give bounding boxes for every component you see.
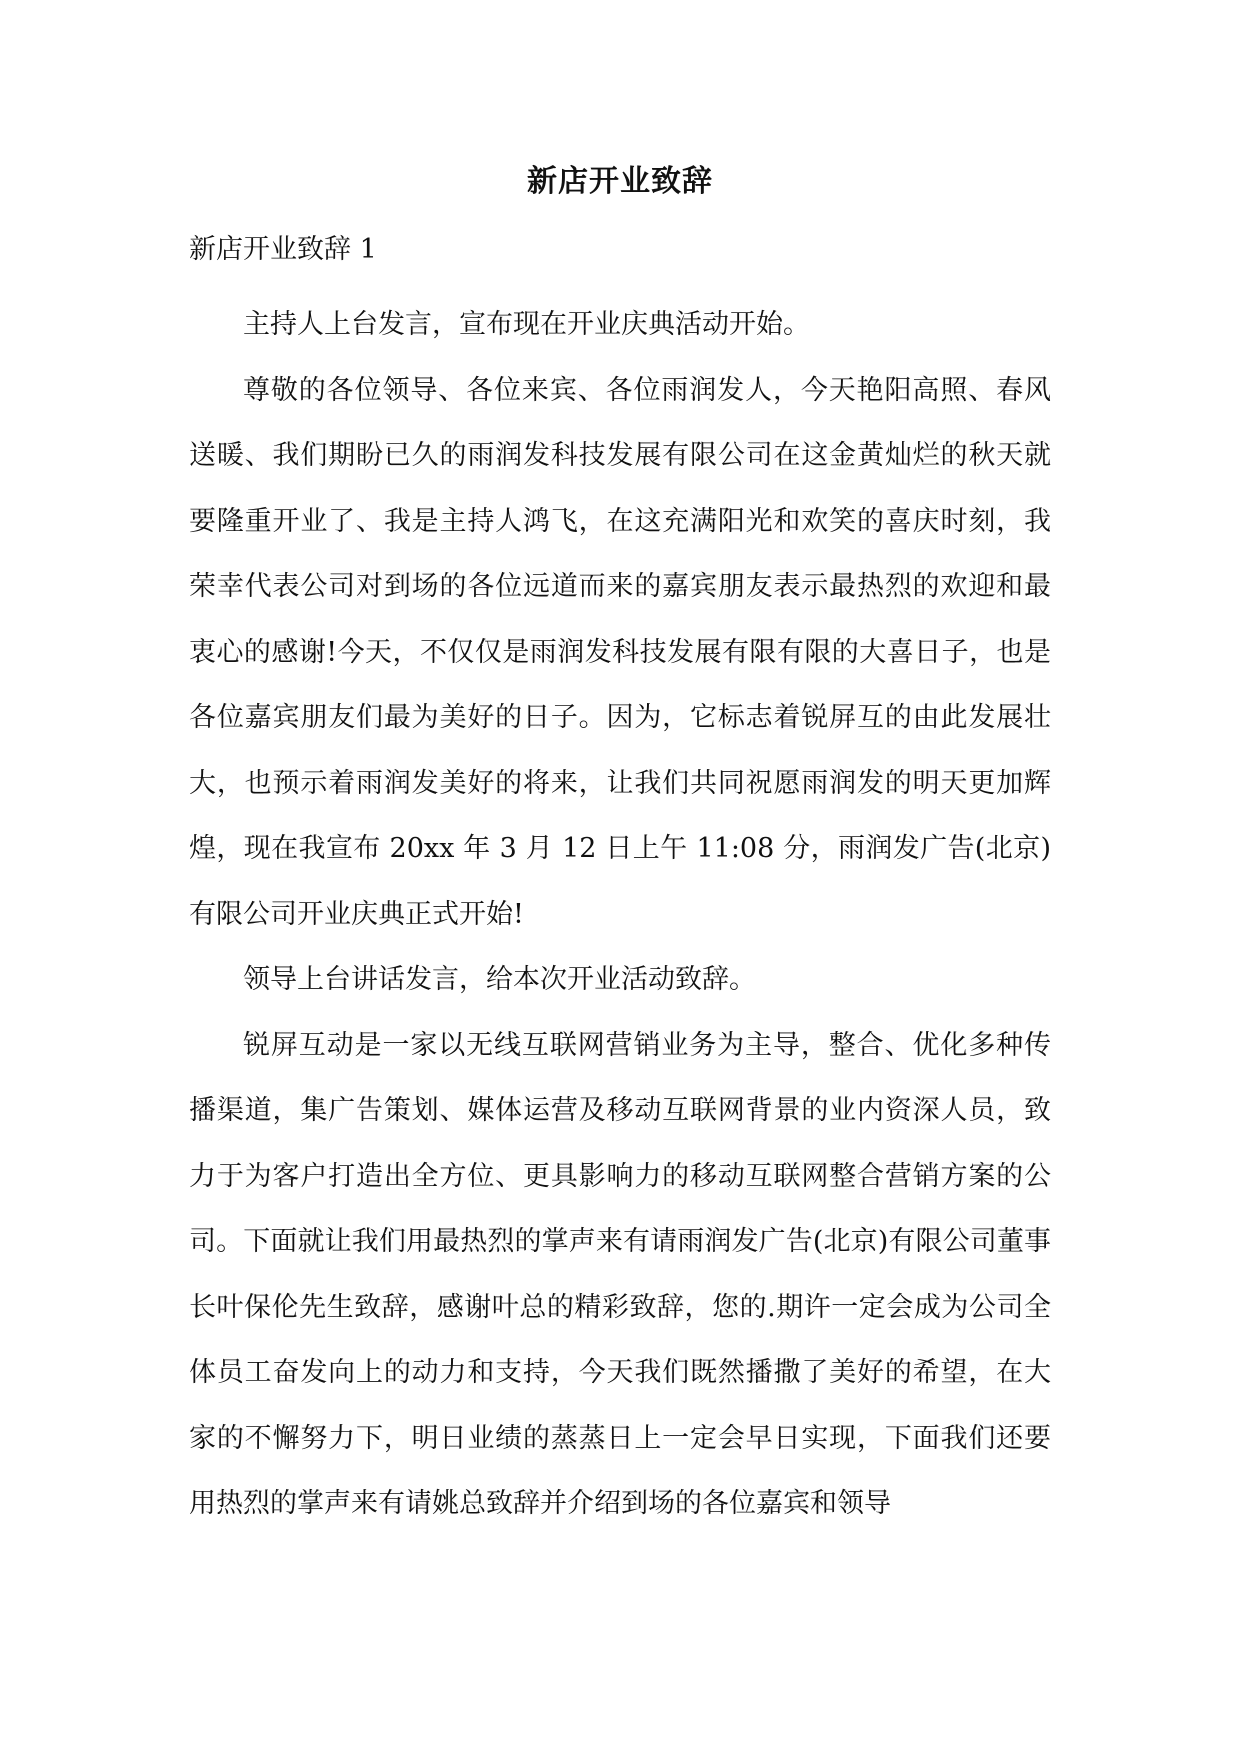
paragraph: 领导上台讲话发言，给本次开业活动致辞。 [243,964,756,995]
paragraph: 锐屏互动是一家以无线互联网营销业务为主导，整合、优化多种传播渠道，集广告策划、媒体运营及移动互联网背景的业内资深人员，致力于为客户打造出全方位、更具影响力的移动互联网整合营销方案的公司。下面就让我们用最热烈的掌声来有请雨润发广告(北京)有限公司董事长叶保伦先生致辞，感谢叶总的精彩致辞，您的.期许一定会成为公司全体员工奋发向上的动力和支持，今天我们既然播撒了美好的希望，在大家的不懈努力下，明日业绩的蒸蒸日上一定会早日实现，下面我们还要用热烈的掌声来有请姚总致辞并介绍到场的各位嘉宾和领导 [189,1029,1051,1519]
document-title: 新店开业致辞 [527,164,713,199]
paragraph: 尊敬的各位领导、各位来宾、各位雨润发人，今天艳阳高照、春风送暖、我们期盼已久的雨润发科技发展有限公司在这金黄灿烂的秋天就要隆重开业了、我是主持人鸿飞，在这充满阳光和欢笑的喜庆时刻，我荣幸代表公司对到场的各位远道而来的嘉宾朋友表示最热烈的欢迎和最衷心的感谢!今天，不仅仅是雨润发科技发展有限有限的大喜日子，也是各位嘉宾朋友们最为美好的日子。因为，它标志着锐屏互的由此发展壮大，也预示着雨润发美好的将来，让我们共同祝愿雨润发的明天更加辉煌，现在我宣布 20xx 年 3 月 12 日上午 11:08 分，雨润发广告(北京)有限公司开业庆典正式开始! [189,374,1051,930]
section-heading: 新店开业致辞 1 [189,234,377,265]
document-body [189,292,1051,1537]
paragraph: 主持人上台发言，宣布现在开业庆典活动开始。 [243,309,810,340]
